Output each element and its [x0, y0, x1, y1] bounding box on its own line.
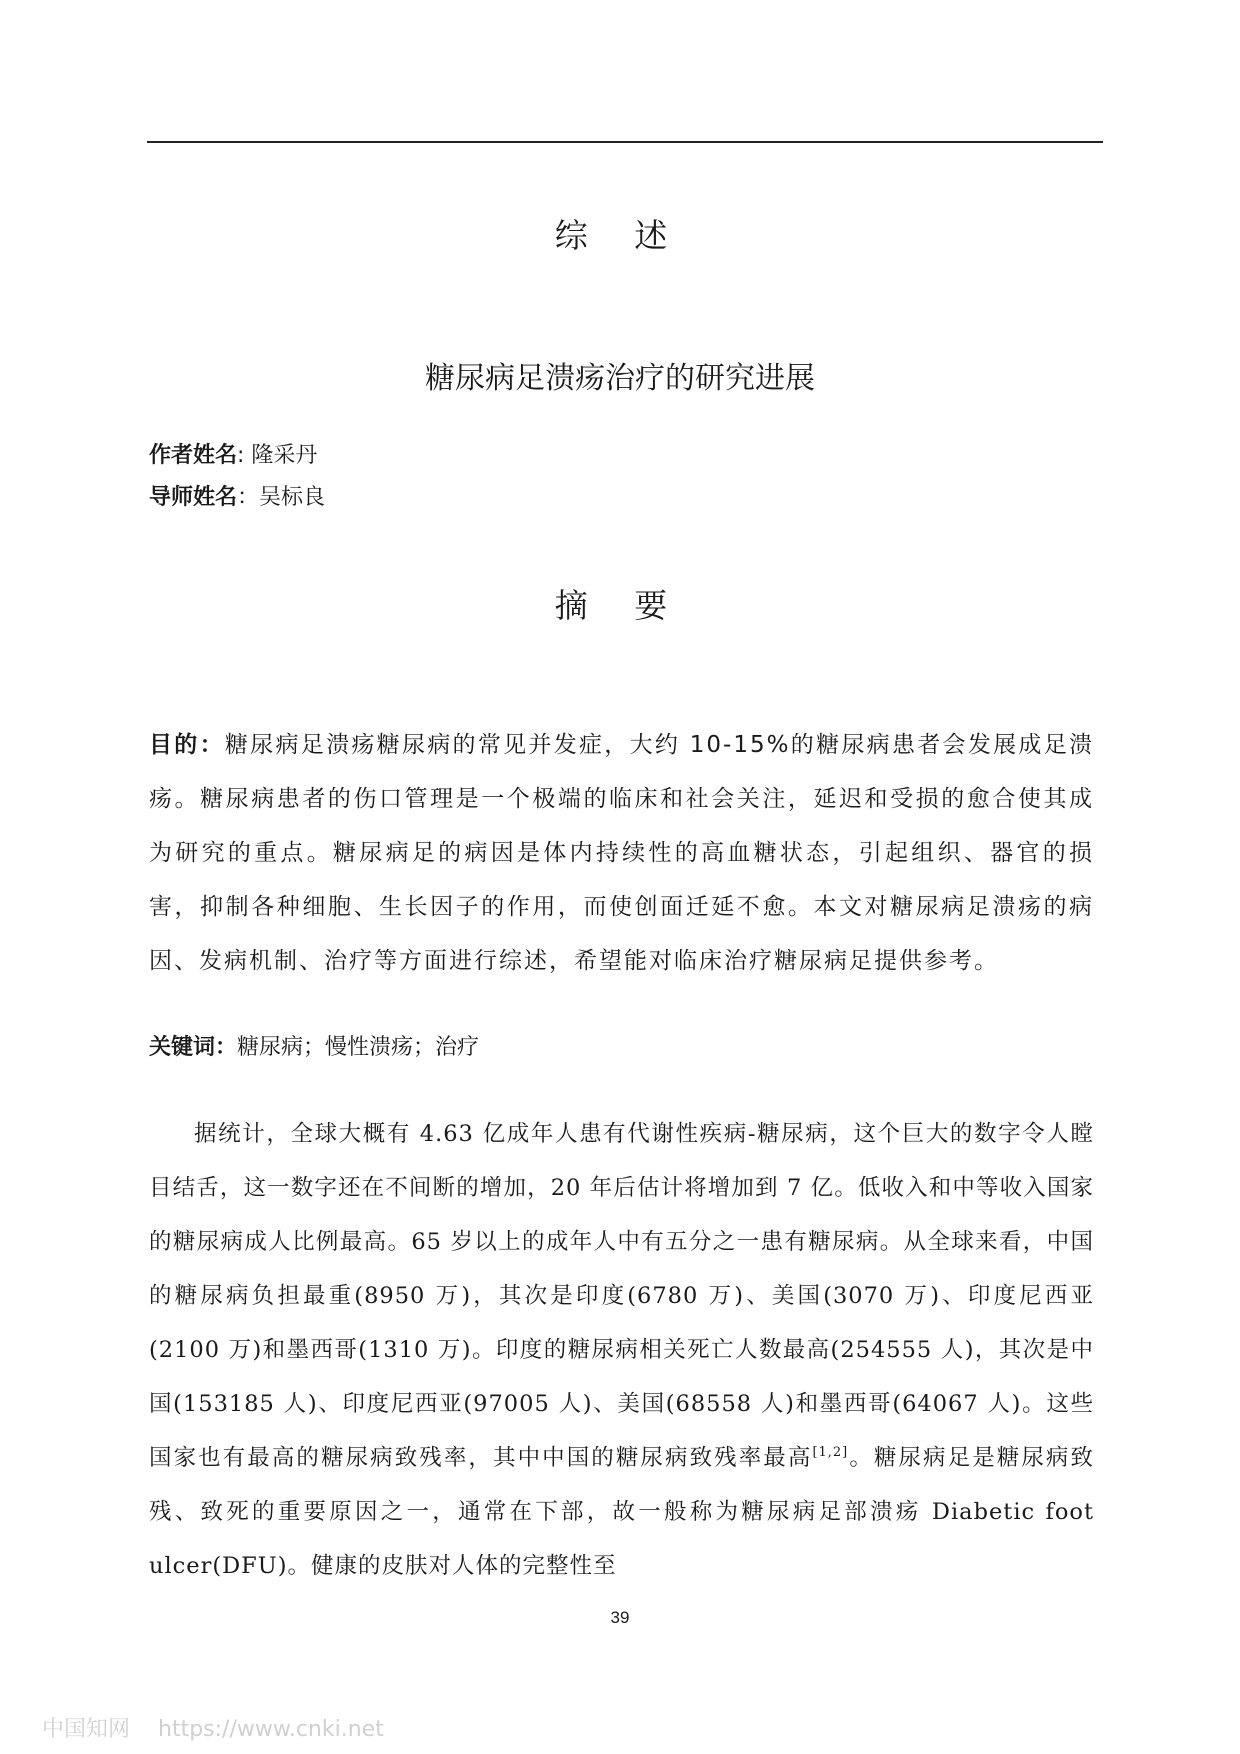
abstract-text: 糖尿病足溃疡糖尿病的常见并发症，大约 10-15%的糖尿病患者会发展成足溃疡。糖尿病患者的伤口管理是一个极端的临床和社会关注，延迟和受损的愈合使其成为研究的重点。糖尿病足的病因是体内持续性的高血糖状态，引起组织、器官的损害，抑制各种细胞、生长因子的作用，而使创面迁延不愈。本文对糖尿病足溃疡的病因、发病机制、治疗等方面进行综述，希望能对临床治疗糖尿病足提供参考。 — [149, 732, 1095, 974]
author-separator: : — [237, 443, 252, 468]
watermark-url: https://www.cnki.net — [158, 1717, 384, 1742]
watermark — [42, 1712, 412, 1743]
advisor-label: 导师姓名 — [149, 485, 238, 510]
keywords-line — [149, 1030, 479, 1061]
body-text-part-1: 据统计，全球大概有 4.63 亿成年人患有代谢性疾病-糖尿病，这个巨大的数字令人瞠目结舌，这一数字还在不间断的增加，20 年后估计将增加到 7 亿。低收入和中等收入国家的糖尿病成人比例最高。65 岁以上的成年人中有五分之一患有糖尿病。从全球来看，中国的糖尿病负担最重(8950 万)，其次是印度(6780 万)、美国(3070 万)、印度尼西亚(2100 万)和墨西哥(1310 万)。印度的糖尿病相关死亡人数最高(254555 人)，其次是中国(153185 人)、印度尼西亚(97005 人)、美国(68558 人)和墨西哥(64067 人)。这些国家也有最高的糖尿病致残率，其中中国的糖尿病致残率最高 — [149, 1121, 1094, 1471]
advisor-line — [149, 480, 325, 511]
keywords-text: 糖尿病；慢性溃疡；治疗 — [237, 1035, 480, 1060]
section-heading: 综 述 — [554, 216, 686, 255]
keywords-label: 关键词： — [149, 1035, 238, 1060]
author-line — [149, 438, 317, 469]
advisor-name: 吴标良 — [259, 485, 326, 510]
watermark-site-name: 中国知网 — [42, 1717, 131, 1742]
abstract-label: 目的： — [149, 732, 225, 758]
citation-ref[interactable]: [1,2] — [812, 1445, 849, 1460]
body-paragraph — [149, 1107, 1094, 1593]
abstract-heading: 摘 要 — [554, 586, 686, 625]
author-name: 隆采丹 — [251, 443, 318, 468]
abstract-paragraph — [149, 718, 1094, 988]
body-text-part-2: 。糖尿病足是糖尿病致残、致死的重要原因之一，通常在下部，故一般称为糖尿病足部溃疡 Diabetic foot ulcer(DFU)。健康的皮肤对人体的完整性至 — [149, 1445, 1094, 1579]
page-number: 39 — [610, 1608, 630, 1627]
header-rule — [147, 141, 1103, 143]
advisor-separator: ： — [237, 485, 260, 510]
paper-title: 糖尿病足溃疡治疗的研究进展 — [425, 361, 815, 396]
author-label: 作者姓名 — [149, 443, 238, 468]
